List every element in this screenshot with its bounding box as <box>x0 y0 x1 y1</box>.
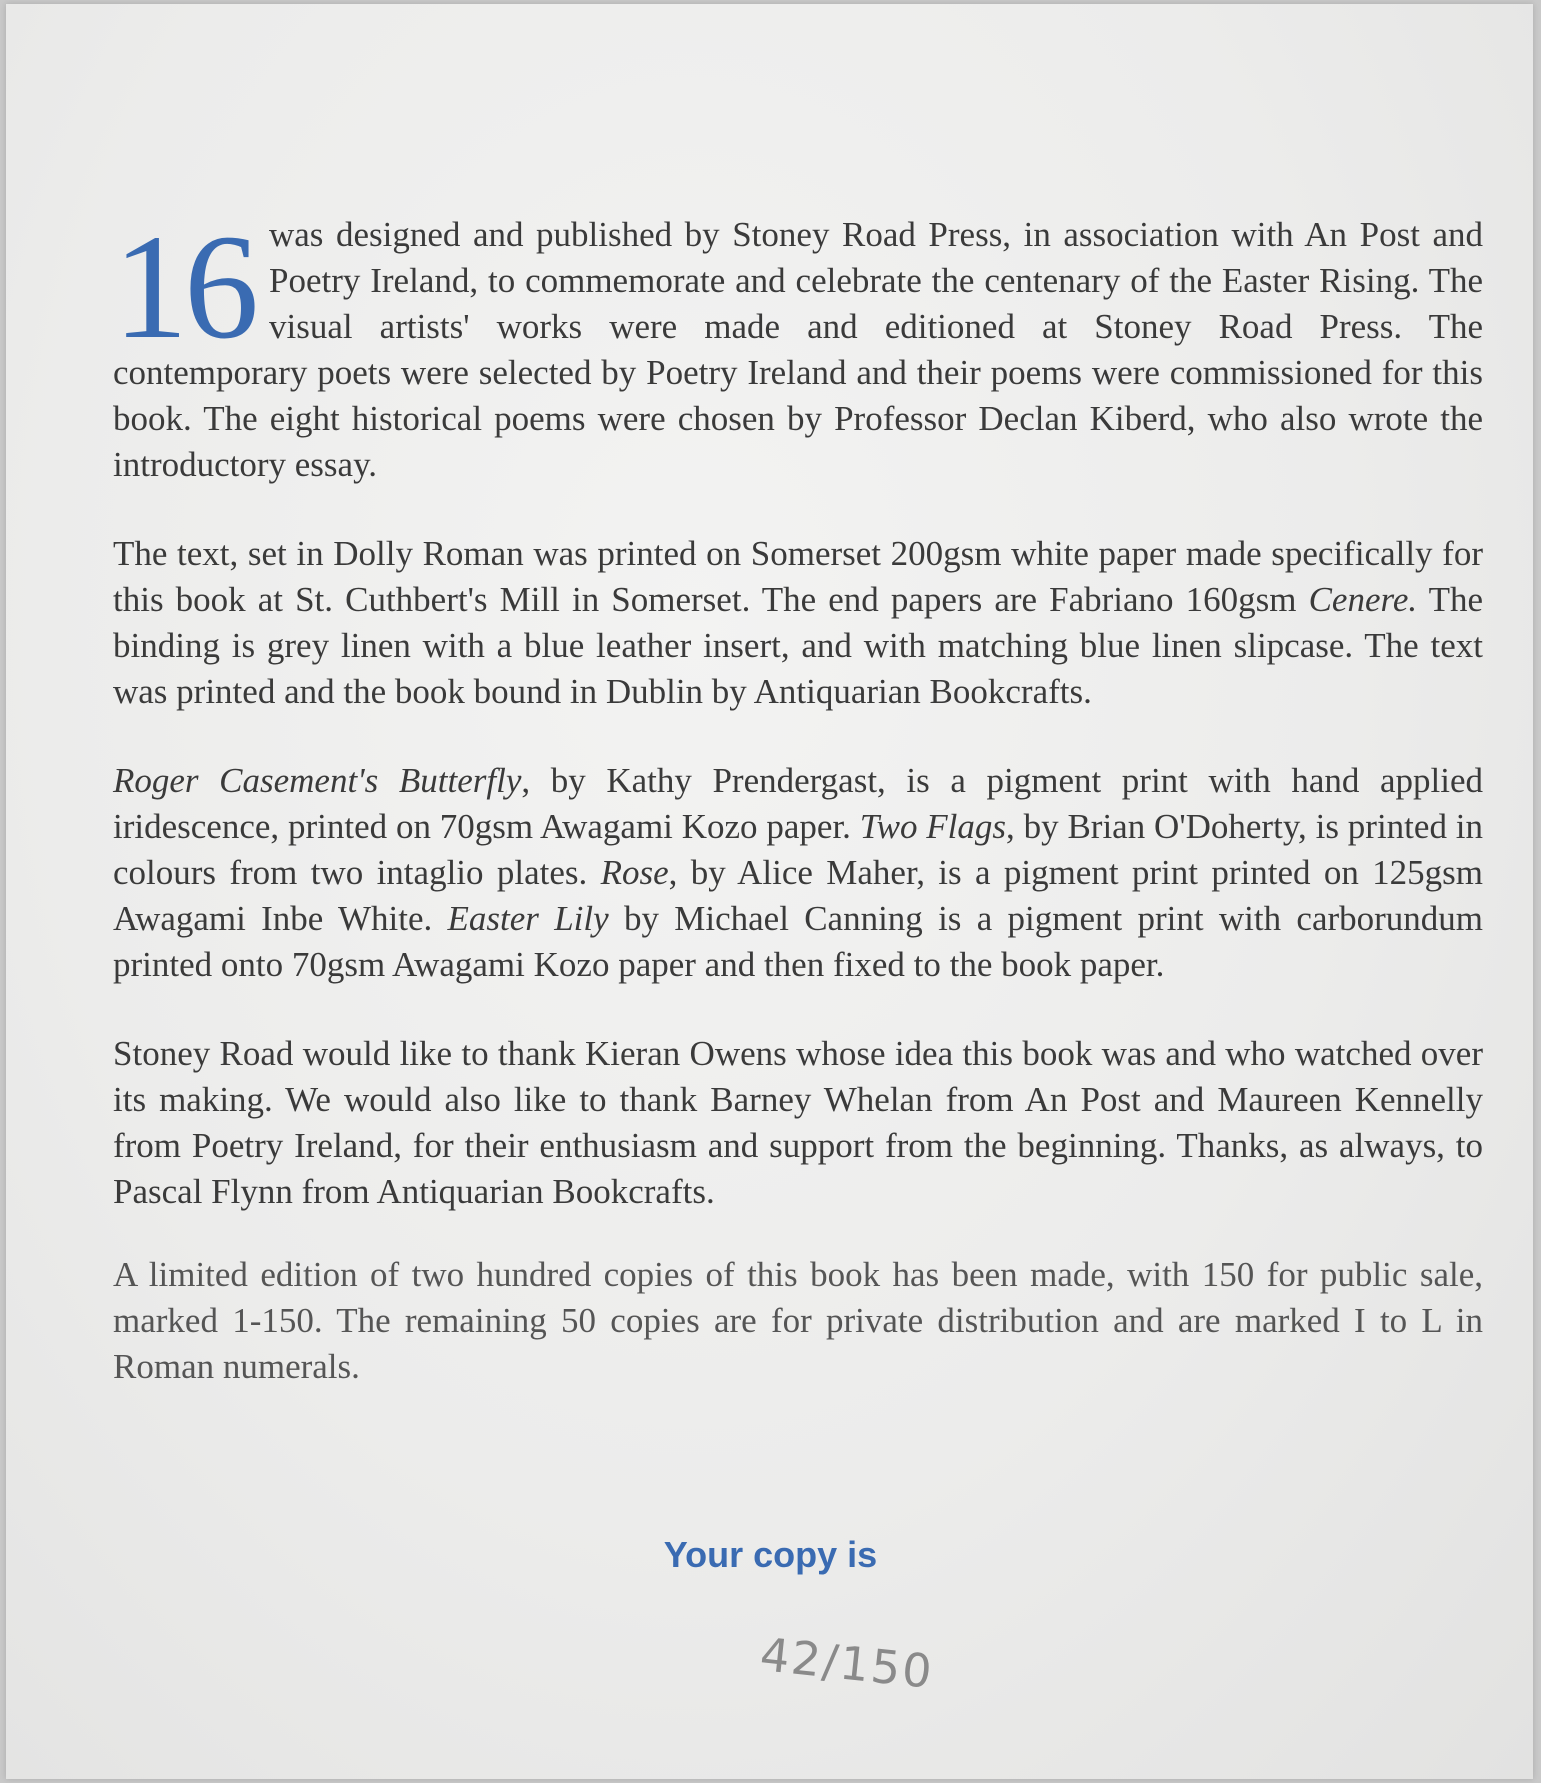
materials-paragraph <box>113 531 1483 715</box>
artworks-text-1: , by Kathy Prendergast, is a pigment print with hand applied iridescence, printed on 70gsm Awagami Kozo paper. <box>113 761 1483 846</box>
materials-text-1: The text, set in Dolly Roman was printed on Somerset 200gsm white paper made specifically for this book at St. Cuthbert's Mill in Somerset. The end papers are Fabriano 160gsm <box>113 534 1483 619</box>
paper-name-italic: Cenere. <box>1308 580 1418 619</box>
acknowledgements-paragraph: Stoney Road would like to thank Kieran Owens whose idea this book was and who watched over its making. We would also like to thank Barney Whelan from An Post and Maureen Kennelly from Poetry Ireland, for their enthusiasm and support from the beginning. Thanks, as always, to Pascal Flynn from Antiquarian Bookcrafts. <box>113 1034 1483 1211</box>
intro-paragraph <box>113 204 1483 488</box>
artworks-text-2: , by Brian O'Doherty, is printed in colours from two intaglio plates. <box>113 807 1483 892</box>
artworks-text-4: by Michael Canning is a pigment print with carborundum printed onto 70gsm Awagami Kozo paper and then fixed to the book paper. <box>113 899 1484 984</box>
materials-text-2: The binding is grey linen with a blue leather insert, and with matching blue linen slipcase. The text was printed and the book bound in Dublin by Antiquarian Bookcrafts. <box>113 580 1483 711</box>
limited-edition-paragraph: A limited edition of two hundred copies of this book has been made, with 150 for public sale, marked 1-150. The remaining 50 copies are for private distribution and are marked I to L in Roman numerals. <box>113 1255 1483 1386</box>
your-copy-label: Your copy is <box>663 1534 878 1575</box>
artworks-text-3: , by Alice Maher, is a pigment print printed on 125gsm Awagami Inbe White. <box>113 853 1484 938</box>
artwork-title-3: Rose <box>600 853 669 892</box>
artwork-title-4: Easter Lily <box>447 899 609 938</box>
artwork-title-1: Roger Casement's Butterfly <box>113 761 522 800</box>
artworks-paragraph <box>113 758 1483 988</box>
artwork-title-2: Two Flags <box>859 807 1007 846</box>
intro-text: was designed and published by Stoney Road Press, in association with An Post and Poetry Ireland, to commemorate and celebrate the centenary of the Easter Rising. The visual artists' works were made and editioned at Stoney Road Press. The contemporary poets were selected by Poetry Ireland and their poems were commissioned for this book. The eight historical poems were chosen by Professor Declan Kiberd, who also wrote the introductory essay. <box>113 215 1483 484</box>
colophon-text <box>113 204 1484 1433</box>
handwritten-edition-number: 42/150 <box>757 1627 937 1699</box>
drop-cap-title: 16 <box>113 204 255 370</box>
colophon-page <box>6 4 1533 1779</box>
